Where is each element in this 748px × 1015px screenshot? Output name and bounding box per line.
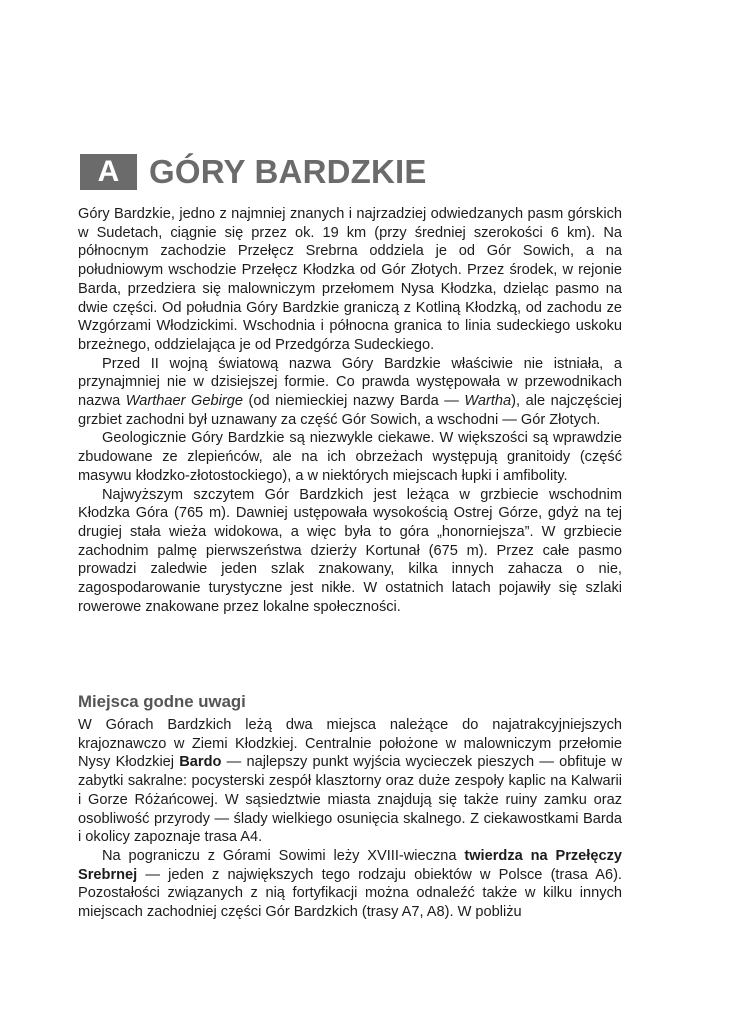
german-name-wartha: Wartha — [464, 393, 512, 410]
chapter-title: GÓRY BARDZKIE — [149, 153, 427, 190]
place-bardo: Bardo — [179, 754, 222, 771]
text-run: W Górach Bardzkich leżą dwa miejsca należące do najatrakcyjniejszych krajoznawczo w Ziemi Kłodzkiej. Centralnie położone w malowniczym przełomie Nysy Kłodzkiej — [78, 717, 622, 771]
intro-paragraph-1: Góry Bardzkie, jedno z najmniej znanych i najrzadziej odwiedzanych pasm górskich w Sudetach, ciągnie się przez ok. 19 km (przy średniej szerokości 6 km). Na północnym zachodzie Przełęcz Srebrna oddziela je od Gór Sowich, a na południowym wschodzie Przełęcz Kłodzka od Gór Złotych. Przez środek, w rejonie Barda, przedziera się malowniczym przełomem Nysa Kłodzka, dzieląc pasmo na dwie części. Od południa Góry Bardzkie graniczą z Kotliną Kłodzką, od zachodu ze Wzgórzami Włodzickimi. Wschodnia i północna granica to linia sudeckiego uskoku brzeżnego, oddzielająca je od Przedgórza Sudeckiego. — [78, 206, 622, 353]
place-twierdza: twierdza na Przełęczy Srebrnej — [78, 847, 622, 883]
intro-paragraph-3: Geologicznie Góry Bardzkie są niezwykle ciekawe. W większości są wprawdzie zbudowane ze zlepieńców, ale na ich obrzeżach występują granitoidy (część masywu kłodzko-złotostockiego), a w niektórych miejscach łupki i amfibolity. — [78, 430, 622, 484]
places-paragraph-1 — [78, 716, 622, 847]
text-run: (od niemieckiej nazwy Barda — — [242, 393, 465, 410]
section-heading-places: Miejsca godne uwagi — [78, 692, 246, 711]
text-run: ), ale najczęściej grzbiet zachodni był uznawany za część Gór Sowich, a wschodni — Gór Złotych. — [78, 393, 622, 428]
text-run: — najlepszy punkt wyjścia wycieczek pieszych — obfituje w zabytki sakralne: pocysterski zespół klasztorny oraz duże zespoły kaplic na Kalwarii i Gorze Różańcowej. W sąsiedztwie miasta znajdują się także ruiny zamku oraz osobliwość przyrody — ślady wielkiego osunięcia skalnego. Z ciekawostkami Barda i okolicy zapoznaje trasa A4. — [78, 754, 622, 846]
intro-text — [78, 205, 622, 616]
chapter-heading — [80, 154, 427, 190]
text-run: Przed II wojną światową nazwa Góry Bardzkie właściwie nie istniała, a przynajmniej nie w dzisiejszej formie. Co prawda występowała w przewodnikach nazwa — [78, 355, 622, 410]
intro-paragraph-2 — [78, 355, 622, 430]
chapter-letter-badge: A — [80, 154, 137, 190]
german-name-warthaer-gebirge: Warthaer Gebirge — [125, 393, 243, 410]
text-run: — jeden z największych tego rodzaju obiektów w Polsce (trasa A6). Pozostałości związanych z nią fortyfikacji można odnaleźć także w kilku innych miejscach zachodniej części Gór Bardzkich (trasy A7, A8). W pobliżu — [78, 866, 622, 921]
intro-paragraph-4: Najwyższym szczytem Gór Bardzkich jest leżąca w grzbiecie wschodnim Kłodzka Góra (765 m). Dawniej ustępowała wysokością Ostrej Górze, gdyż na tej drugiej stała wieża widokowa, a więc była to góra „honorniejsza”. W grzbiecie zachodnim palmę pierwszeństwa dzierży Kortunał (675 m). Przez całe pasmo prowadzi zaledwie jeden szlak znakowany, kilka innych zahacza o nie, zagospodarowanie turystyczne jest nikłe. W ostatnich latach pojawiły się szlaki rowerowe znakowane przez lokalne społeczności. — [78, 486, 622, 615]
places-paragraph-2 — [78, 847, 622, 922]
text-run: Na pograniczu z Górami Sowimi leży XVIII-wieczna — [102, 847, 465, 864]
places-text — [78, 716, 622, 922]
